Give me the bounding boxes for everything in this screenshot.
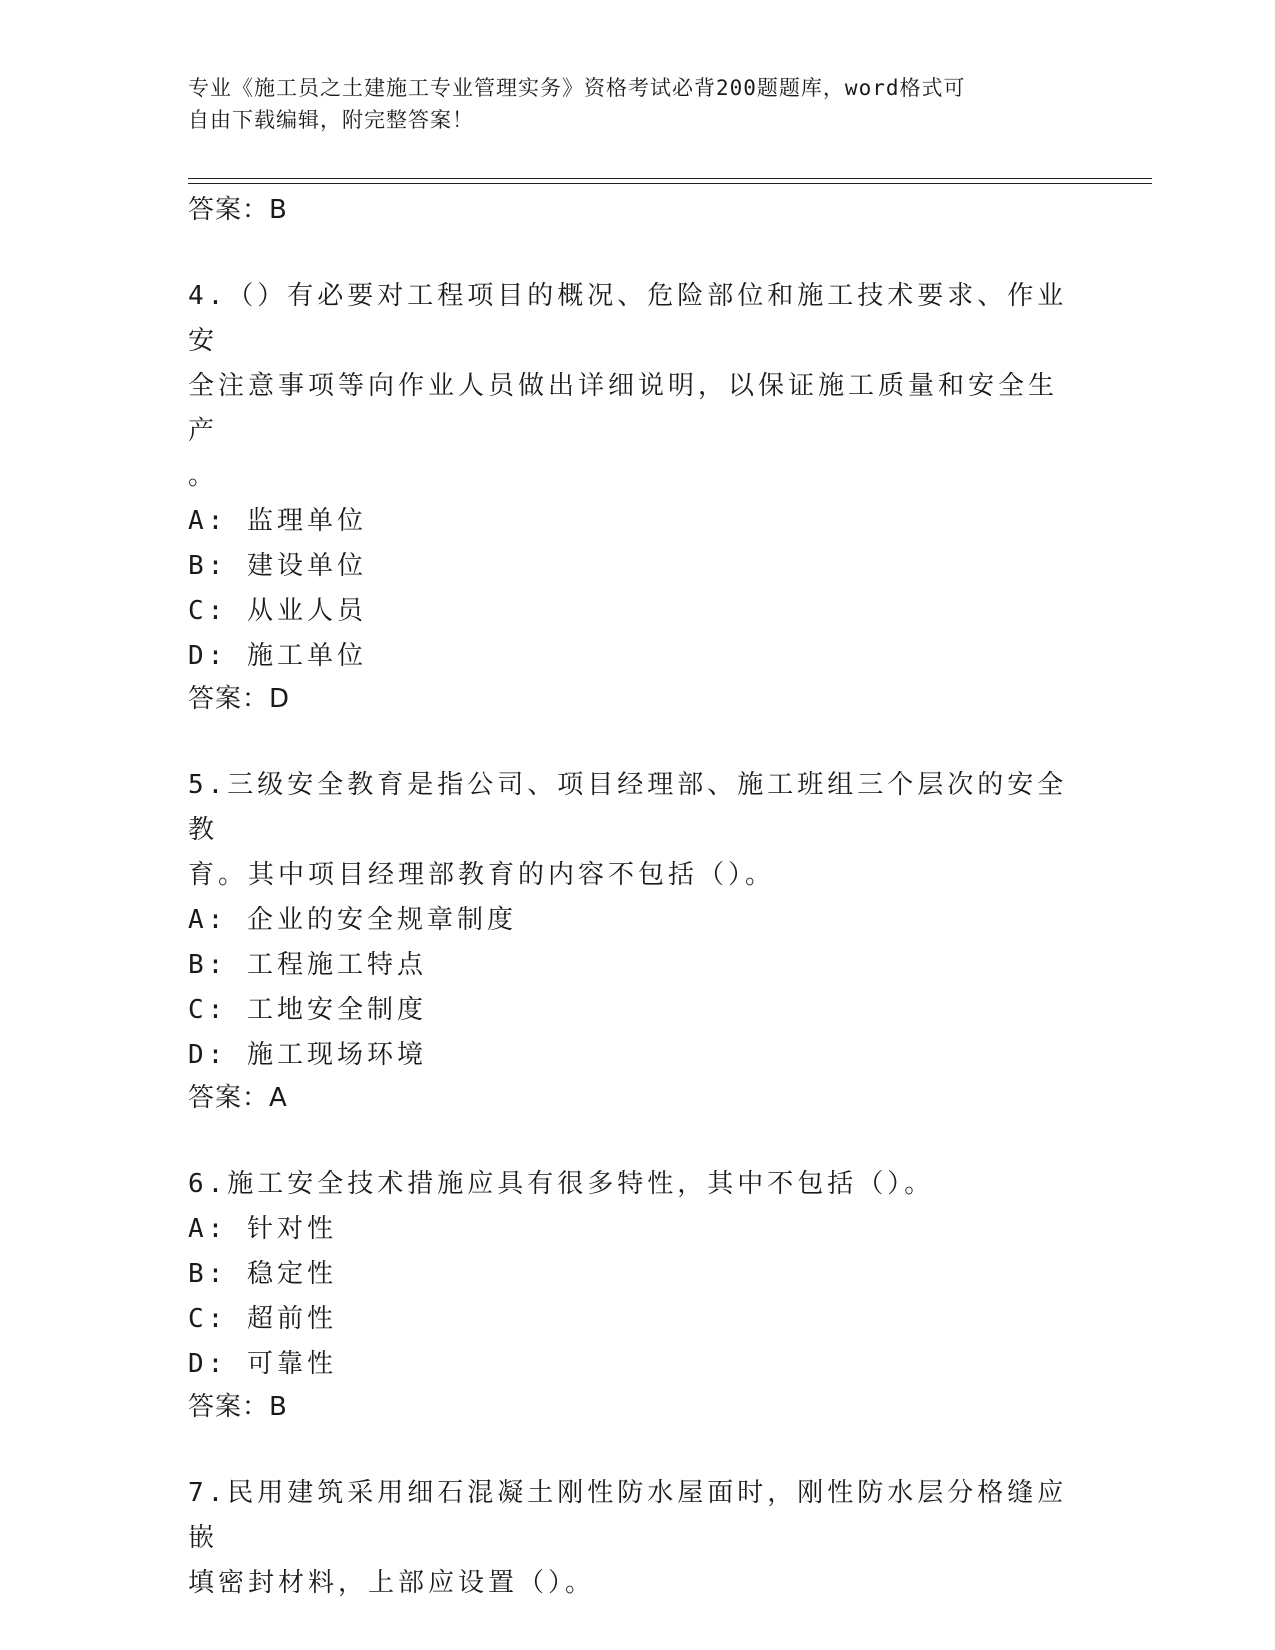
option-d: D: 施工单位 xyxy=(188,641,367,671)
option-c: C: 从业人员 xyxy=(188,596,367,626)
option-a: A: 企业的安全规章制度 xyxy=(188,905,517,935)
header-line-2: 自由下载编辑，附完整答案！ xyxy=(188,108,474,132)
answer-q6: 答案：B xyxy=(188,1392,288,1422)
option-c: C: 工地安全制度 xyxy=(188,995,427,1025)
option-b: B: 稳定性 xyxy=(188,1259,337,1289)
option-c: C: 超前性 xyxy=(188,1304,337,1334)
header-line-1: 专业《施工员之土建施工专业管理实务》资格考试必背200题题库，word格式可 xyxy=(188,76,966,100)
question-list xyxy=(188,190,1068,1606)
spacer xyxy=(188,719,1068,763)
spacer xyxy=(188,1118,1068,1162)
question-stem-line: 4.（）有必要对工程项目的概况、危险部位和施工技术要求、作业安 xyxy=(188,281,1068,356)
spacer xyxy=(188,230,1068,274)
header-divider-top xyxy=(188,178,1152,179)
header-divider-bottom xyxy=(188,183,1152,184)
question-4 xyxy=(188,274,1068,719)
question-stem-line: 。 xyxy=(188,461,219,491)
option-a: A: 监理单位 xyxy=(188,506,367,536)
option-d: D: 施工现场环境 xyxy=(188,1040,427,1070)
question-5 xyxy=(188,763,1068,1118)
option-b: B: 工程施工特点 xyxy=(188,950,427,980)
question-stem-line: 育。其中项目经理部教育的内容不包括（）。 xyxy=(188,860,776,890)
answer-q4: 答案：D xyxy=(188,684,291,714)
option-a: A: 针对性 xyxy=(188,1214,337,1244)
question-stem-line: 7.民用建筑采用细石混凝土刚性防水屋面时，刚性防水层分格缝应嵌 xyxy=(188,1478,1068,1553)
answer-q3: 答案：B xyxy=(188,195,288,225)
answer-q5: 答案：A xyxy=(188,1083,288,1113)
option-b: B: 建设单位 xyxy=(188,551,367,581)
question-stem-line: 填密封材料，上部应设置（）。 xyxy=(188,1568,596,1598)
question-7 xyxy=(188,1471,1068,1606)
option-d: D: 可靠性 xyxy=(188,1349,337,1379)
question-6 xyxy=(188,1162,1068,1427)
spacer xyxy=(188,1427,1068,1471)
question-stem-line: 5.三级安全教育是指公司、项目经理部、施工班组三个层次的安全教 xyxy=(188,770,1068,845)
question-stem-line: 全注意事项等向作业人员做出详细说明，以保证施工质量和安全生产 xyxy=(188,371,1059,446)
question-stem-line: 6.施工安全技术措施应具有很多特性，其中不包括（）。 xyxy=(188,1169,935,1199)
document-header xyxy=(188,72,1068,136)
